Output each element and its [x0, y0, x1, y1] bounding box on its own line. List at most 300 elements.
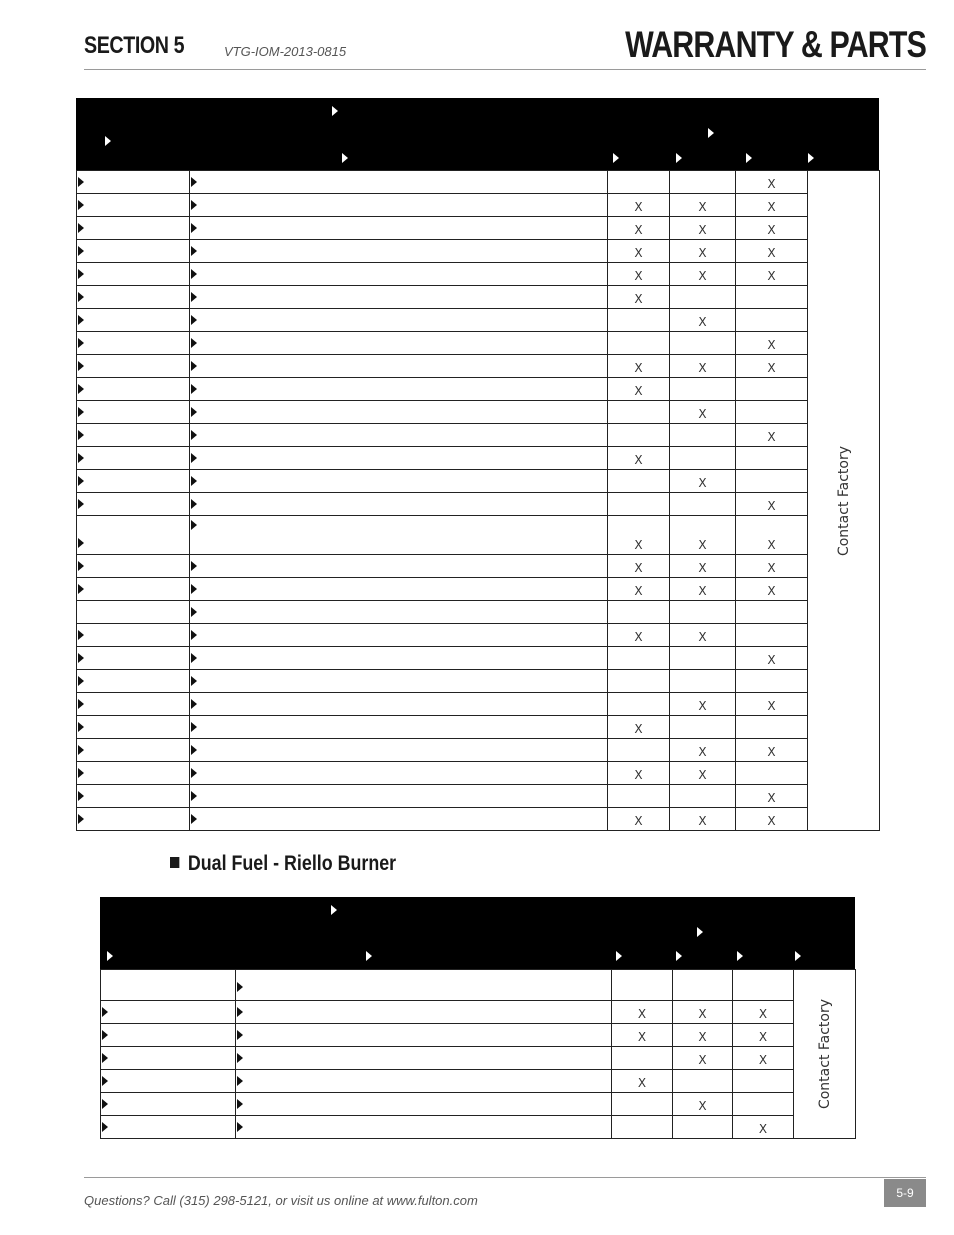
arrow-icon: [191, 476, 197, 486]
arrow-icon: [102, 1099, 108, 1109]
description-cell: [190, 332, 608, 355]
arrow-icon: [102, 1122, 108, 1132]
header-divider: [84, 69, 926, 70]
model-mark-cell: X: [736, 578, 808, 601]
parts-table: [76, 170, 880, 831]
arrow-icon: [237, 982, 243, 992]
arrow-icon: [191, 223, 197, 233]
model-mark-cell: [736, 670, 808, 693]
model-mark-cell: [733, 1070, 794, 1093]
model-mark-cell: X: [670, 401, 736, 424]
part-number-cell: [77, 355, 190, 378]
model-mark-cell: X: [608, 378, 670, 401]
model-mark-cell: X: [673, 1047, 733, 1070]
arrow-icon: [191, 430, 197, 440]
arrow-icon: [191, 699, 197, 709]
model-mark-cell: X: [670, 808, 736, 831]
arrow-icon: [616, 951, 622, 961]
model-mark-cell: X: [736, 171, 808, 194]
model-mark-cell: X: [736, 739, 808, 762]
arrow-icon: [191, 338, 197, 348]
footer-contact-text: Questions? Call (315) 298-5121, or visit us online at www.fulton.com: [84, 1193, 478, 1208]
table-row: [77, 355, 880, 378]
footer-divider: [84, 1177, 926, 1178]
arrow-icon: [78, 384, 84, 394]
model-mark-cell: [670, 716, 736, 739]
arrow-icon: [102, 1053, 108, 1063]
contact-factory-label: Contact Factory: [835, 445, 852, 556]
model-mark-cell: X: [673, 1001, 733, 1024]
arrow-icon: [191, 384, 197, 394]
arrow-icon: [78, 499, 84, 509]
arrow-icon: [191, 499, 197, 509]
model-mark-cell: X: [736, 424, 808, 447]
table-row: [77, 332, 880, 355]
model-mark-cell: [670, 286, 736, 309]
arrow-icon: [342, 153, 348, 163]
arrow-icon: [78, 699, 84, 709]
table-row: [101, 1093, 856, 1116]
model-mark-cell: [670, 670, 736, 693]
model-mark-cell: [608, 401, 670, 424]
model-mark-cell: X: [736, 808, 808, 831]
model-mark-cell: [608, 171, 670, 194]
table-row: [101, 1070, 856, 1093]
description-cell: [236, 1116, 612, 1139]
model-mark-cell: [736, 762, 808, 785]
arrow-icon: [191, 269, 197, 279]
model-mark-cell: X: [670, 355, 736, 378]
arrow-icon: [78, 361, 84, 371]
arrow-icon: [78, 223, 84, 233]
page-title: WARRANTY & PARTS: [625, 24, 926, 65]
description-cell: [190, 762, 608, 785]
model-mark-cell: X: [670, 470, 736, 493]
arrow-icon: [78, 584, 84, 594]
model-mark-cell: X: [736, 516, 808, 555]
arrow-icon: [191, 453, 197, 463]
part-number-cell: [77, 601, 190, 624]
model-mark-cell: [612, 1116, 673, 1139]
table-row: [77, 263, 880, 286]
arrow-icon: [191, 200, 197, 210]
model-mark-cell: X: [670, 194, 736, 217]
section-number: SECTION 5: [84, 32, 185, 59]
model-mark-cell: [670, 647, 736, 670]
model-mark-cell: [736, 309, 808, 332]
model-mark-cell: [733, 1093, 794, 1116]
model-mark-cell: X: [608, 578, 670, 601]
arrow-icon: [676, 951, 682, 961]
table-row: [77, 240, 880, 263]
part-number-cell: [101, 1001, 236, 1024]
part-number-cell: [77, 424, 190, 447]
table-row: [77, 171, 880, 194]
arrow-icon: [697, 927, 703, 937]
arrow-icon: [237, 1122, 243, 1132]
table-row: [77, 808, 880, 831]
part-number-cell: [77, 670, 190, 693]
model-mark-cell: X: [670, 624, 736, 647]
arrow-icon: [102, 1076, 108, 1086]
arrow-icon: [191, 653, 197, 663]
table-row: [77, 716, 880, 739]
arrow-icon: [78, 476, 84, 486]
model-mark-cell: X: [736, 263, 808, 286]
description-cell: [190, 355, 608, 378]
model-mark-cell: [736, 601, 808, 624]
model-mark-cell: [612, 970, 673, 1001]
model-mark-cell: X: [612, 1024, 673, 1047]
model-mark-cell: X: [612, 1001, 673, 1024]
arrow-icon: [78, 722, 84, 732]
description-cell: [190, 171, 608, 194]
description-cell: [236, 1001, 612, 1024]
model-mark-cell: [670, 493, 736, 516]
model-mark-cell: X: [608, 555, 670, 578]
table-row: [101, 1047, 856, 1070]
arrow-icon: [613, 153, 619, 163]
part-number-cell: [77, 739, 190, 762]
model-mark-cell: X: [733, 1024, 794, 1047]
model-mark-cell: X: [670, 762, 736, 785]
arrow-icon: [107, 951, 113, 961]
arrow-icon: [191, 722, 197, 732]
arrow-icon: [191, 292, 197, 302]
arrow-icon: [78, 200, 84, 210]
model-mark-cell: X: [608, 808, 670, 831]
part-number-cell: [101, 970, 236, 1001]
description-cell: [190, 194, 608, 217]
model-mark-cell: X: [736, 693, 808, 716]
model-mark-cell: [608, 493, 670, 516]
model-mark-cell: [612, 1047, 673, 1070]
arrow-icon: [78, 630, 84, 640]
model-mark-cell: [670, 424, 736, 447]
table-row: [101, 970, 856, 1001]
arrow-icon: [331, 905, 337, 915]
model-mark-cell: [608, 424, 670, 447]
model-mark-cell: X: [608, 447, 670, 470]
table-row: [101, 1024, 856, 1047]
model-mark-cell: X: [608, 194, 670, 217]
model-mark-cell: X: [608, 286, 670, 309]
table-row: [77, 601, 880, 624]
description-cell: [190, 739, 608, 762]
model-mark-cell: [736, 624, 808, 647]
model-mark-cell: X: [608, 716, 670, 739]
arrow-icon: [191, 745, 197, 755]
model-mark-cell: [608, 332, 670, 355]
arrow-icon: [191, 407, 197, 417]
model-mark-cell: X: [736, 355, 808, 378]
part-number-cell: [77, 578, 190, 601]
model-mark-cell: [733, 970, 794, 1001]
part-number-cell: [77, 716, 190, 739]
description-cell: [236, 1070, 612, 1093]
arrow-icon: [78, 653, 84, 663]
model-mark-cell: X: [608, 516, 670, 555]
table-row: [77, 309, 880, 332]
arrow-icon: [191, 791, 197, 801]
model-mark-cell: [670, 601, 736, 624]
description-cell: [190, 808, 608, 831]
part-number-cell: [77, 447, 190, 470]
model-mark-cell: [670, 447, 736, 470]
table-row: [77, 647, 880, 670]
arrow-icon: [237, 1099, 243, 1109]
arrow-icon: [191, 246, 197, 256]
arrow-icon: [237, 1007, 243, 1017]
arrow-icon: [191, 630, 197, 640]
model-mark-cell: [736, 286, 808, 309]
description-cell: [190, 578, 608, 601]
model-mark-cell: X: [670, 263, 736, 286]
part-number-cell: [77, 332, 190, 355]
table-row: [77, 624, 880, 647]
part-number-cell: [101, 1116, 236, 1139]
arrow-icon: [191, 584, 197, 594]
arrow-icon: [78, 177, 84, 187]
model-mark-cell: X: [670, 217, 736, 240]
model-mark-cell: X: [608, 762, 670, 785]
model-mark-cell: [608, 785, 670, 808]
arrow-icon: [78, 315, 84, 325]
model-mark-cell: [608, 670, 670, 693]
table-row: [77, 555, 880, 578]
description-cell: [190, 785, 608, 808]
part-number-cell: [77, 693, 190, 716]
table-row: [77, 516, 880, 555]
arrow-icon: [191, 768, 197, 778]
part-number-cell: [77, 309, 190, 332]
part-number-cell: [101, 1093, 236, 1116]
arrow-icon: [191, 315, 197, 325]
model-mark-cell: X: [733, 1001, 794, 1024]
description-cell: [190, 647, 608, 670]
arrow-icon: [237, 1076, 243, 1086]
description-cell: [190, 401, 608, 424]
description-cell: [190, 601, 608, 624]
part-number-cell: [77, 516, 190, 555]
table-row: [77, 739, 880, 762]
model-mark-cell: X: [736, 647, 808, 670]
model-mark-cell: X: [670, 555, 736, 578]
table-row: [77, 447, 880, 470]
arrow-icon: [191, 361, 197, 371]
part-number-cell: [77, 470, 190, 493]
arrow-icon: [795, 951, 801, 961]
arrow-icon: [366, 951, 372, 961]
model-mark-cell: X: [670, 739, 736, 762]
arrow-icon: [237, 1030, 243, 1040]
model-mark-cell: [736, 716, 808, 739]
description-cell: [190, 447, 608, 470]
description-cell: [190, 555, 608, 578]
arrow-icon: [191, 814, 197, 824]
model-mark-cell: [608, 647, 670, 670]
arrow-icon: [191, 676, 197, 686]
table-row: [77, 424, 880, 447]
model-mark-cell: [612, 1093, 673, 1116]
arrow-icon: [78, 430, 84, 440]
description-cell: [190, 693, 608, 716]
table-row: [101, 1116, 856, 1139]
part-number-cell: [77, 286, 190, 309]
arrow-icon: [191, 561, 197, 571]
description-cell: [236, 1047, 612, 1070]
table-row: [77, 401, 880, 424]
model-mark-cell: [608, 739, 670, 762]
table-row: [77, 578, 880, 601]
model-mark-cell: [736, 401, 808, 424]
arrow-icon: [78, 676, 84, 686]
part-number-cell: [77, 171, 190, 194]
arrow-icon: [78, 246, 84, 256]
arrow-icon: [191, 177, 197, 187]
part-number-cell: [77, 240, 190, 263]
table-row: [77, 493, 880, 516]
part-number-cell: [77, 493, 190, 516]
description-cell: [236, 970, 612, 1001]
arrow-icon: [78, 814, 84, 824]
model-mark-cell: X: [608, 217, 670, 240]
description-cell: [236, 1024, 612, 1047]
arrow-icon: [746, 153, 752, 163]
arrow-icon: [332, 106, 338, 116]
riello-parts-table: [100, 969, 856, 1139]
table-row: [77, 693, 880, 716]
part-number-cell: [77, 555, 190, 578]
arrow-icon: [78, 561, 84, 571]
part-number-cell: [77, 647, 190, 670]
description-cell: [190, 670, 608, 693]
table-row: [77, 762, 880, 785]
square-bullet-icon: [170, 857, 179, 868]
description-cell: [190, 309, 608, 332]
contact-factory-label: Contact Factory: [816, 998, 833, 1110]
arrow-icon: [78, 745, 84, 755]
arrow-icon: [78, 269, 84, 279]
model-mark-cell: X: [736, 555, 808, 578]
model-mark-cell: X: [736, 194, 808, 217]
model-mark-cell: X: [608, 240, 670, 263]
model-mark-cell: [673, 970, 733, 1001]
section-subheading: Dual Fuel - Riello Burner: [170, 852, 396, 876]
part-number-cell: [101, 1024, 236, 1047]
model-mark-cell: [670, 332, 736, 355]
part-number-cell: [77, 624, 190, 647]
arrow-icon: [78, 791, 84, 801]
model-mark-cell: X: [733, 1116, 794, 1139]
description-cell: [190, 470, 608, 493]
table-row: [77, 670, 880, 693]
model-mark-cell: [673, 1070, 733, 1093]
arrow-icon: [105, 136, 111, 146]
model-mark-cell: X: [736, 493, 808, 516]
model-mark-cell: [673, 1116, 733, 1139]
model-mark-cell: X: [608, 263, 670, 286]
model-mark-cell: X: [673, 1024, 733, 1047]
arrow-icon: [78, 453, 84, 463]
description-cell: [190, 240, 608, 263]
arrow-icon: [78, 768, 84, 778]
model-mark-cell: X: [670, 516, 736, 555]
description-cell: [190, 424, 608, 447]
part-number-cell: [77, 808, 190, 831]
description-cell: [190, 516, 608, 555]
model-mark-cell: [608, 309, 670, 332]
model-mark-cell: X: [733, 1047, 794, 1070]
table-row: [77, 194, 880, 217]
description-cell: [190, 716, 608, 739]
part-number-cell: [77, 762, 190, 785]
part-number-cell: [77, 785, 190, 808]
riello-table-header: [100, 897, 855, 969]
arrow-icon: [676, 153, 682, 163]
arrow-icon: [191, 607, 197, 617]
part-number-cell: [77, 194, 190, 217]
document-code: VTG-IOM-2013-0815: [224, 44, 347, 59]
part-number-cell: [101, 1070, 236, 1093]
table-row: [77, 286, 880, 309]
model-mark-cell: X: [736, 217, 808, 240]
table-row: [77, 378, 880, 401]
arrow-icon: [102, 1007, 108, 1017]
part-number-cell: [77, 217, 190, 240]
model-mark-cell: [736, 470, 808, 493]
description-cell: [190, 378, 608, 401]
model-mark-cell: X: [608, 624, 670, 647]
part-number-cell: [77, 378, 190, 401]
arrow-icon: [78, 407, 84, 417]
description-cell: [190, 493, 608, 516]
model-mark-cell: [670, 785, 736, 808]
part-number-cell: [101, 1047, 236, 1070]
model-mark-cell: [608, 470, 670, 493]
arrow-icon: [237, 1053, 243, 1063]
model-mark-cell: [670, 171, 736, 194]
model-mark-cell: X: [612, 1070, 673, 1093]
model-mark-cell: X: [670, 693, 736, 716]
description-cell: [190, 263, 608, 286]
model-mark-cell: X: [736, 785, 808, 808]
model-mark-cell: X: [670, 240, 736, 263]
description-cell: [190, 217, 608, 240]
arrow-icon: [78, 538, 84, 548]
table-row: [77, 785, 880, 808]
table-row: [101, 1001, 856, 1024]
page-number: 5-9: [884, 1179, 926, 1207]
model-mark-cell: [608, 601, 670, 624]
table-row: [77, 217, 880, 240]
model-mark-cell: X: [736, 240, 808, 263]
model-mark-cell: X: [670, 578, 736, 601]
model-mark-cell: [670, 378, 736, 401]
table-row: [77, 470, 880, 493]
description-cell: [190, 286, 608, 309]
part-number-cell: [77, 263, 190, 286]
arrow-icon: [191, 520, 197, 530]
model-mark-cell: X: [608, 355, 670, 378]
parts-table-header: [76, 98, 879, 170]
arrow-icon: [78, 292, 84, 302]
model-mark-cell: X: [673, 1093, 733, 1116]
model-mark-cell: [608, 693, 670, 716]
part-number-cell: [77, 401, 190, 424]
arrow-icon: [78, 338, 84, 348]
description-cell: [190, 624, 608, 647]
